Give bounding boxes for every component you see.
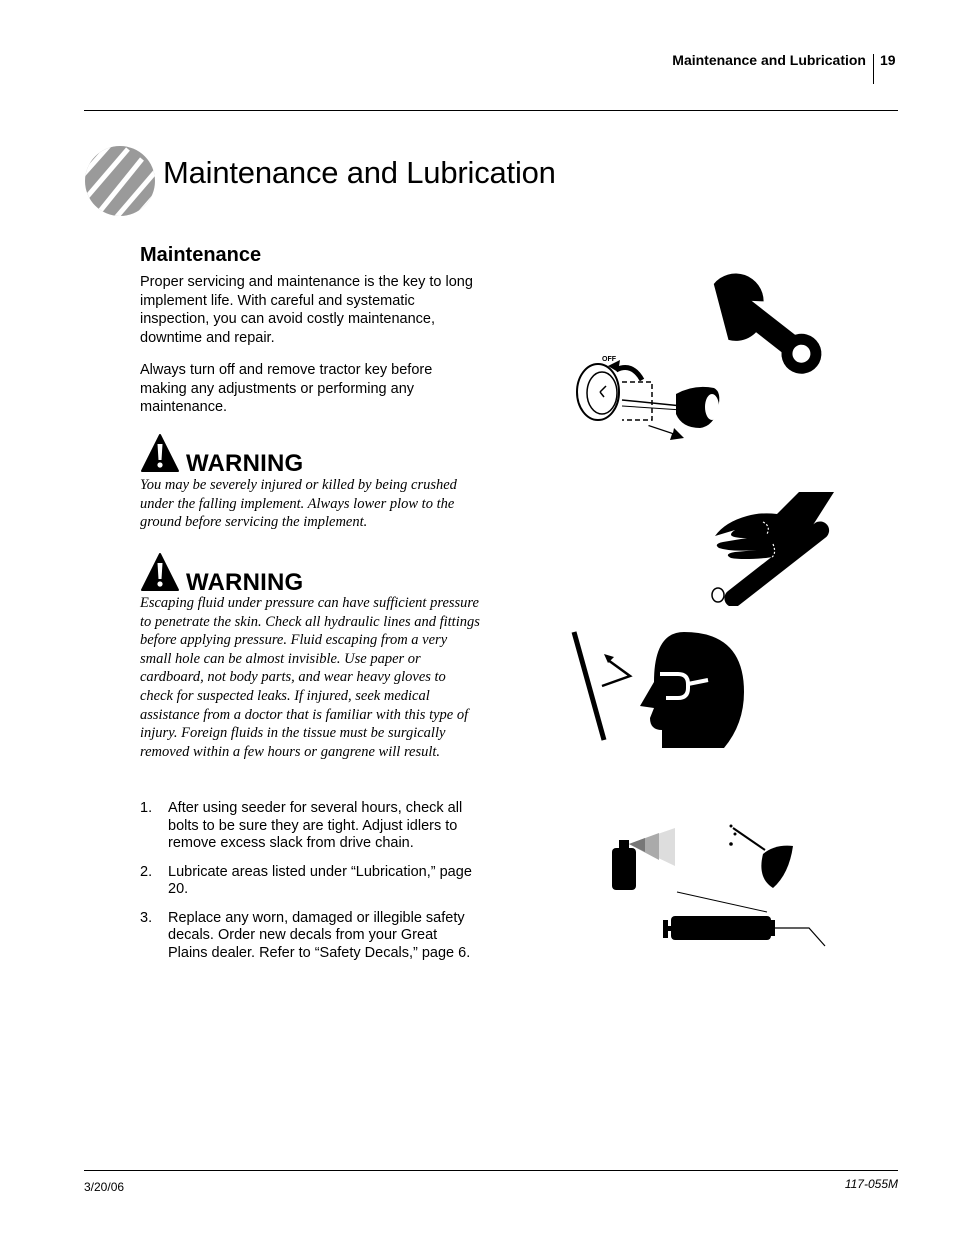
step-text: Lubricate areas listed under “Lubrication,” page 20.: [168, 863, 472, 897]
hand-leak-icon: [705, 488, 840, 606]
header-divider: [873, 54, 874, 84]
warning-triangle-icon: [140, 433, 180, 473]
paragraph-key-off: Always turn off and remove tractor key before making any adjustments or performing any maintenance.: [140, 362, 433, 415]
footer-document-code: 117-055M: [844, 1177, 898, 1191]
list-item: [140, 800, 480, 853]
warning-triangle-icon: [140, 552, 180, 592]
section-title: Maintenance: [140, 244, 262, 266]
paragraph-intro: Proper servicing and maintenance is the key to long implement life. With careful and systematic inspection, you can avoid costly maintenance, downtime and repair.: [140, 274, 473, 346]
warning-heading: WARNING: [186, 569, 304, 596]
footer-date: 3/20/06: [84, 1180, 125, 1194]
step-number: 2.: [140, 863, 153, 880]
lubrication-icon: [605, 820, 835, 950]
step-text: Replace any worn, damaged or illegible safety decals. Order new decals from your Great Plains dealer. Refer to “Safety Decals,” page 6.: [168, 909, 471, 961]
page-number: 19: [880, 52, 896, 68]
maintenance-steps-list: [140, 800, 480, 973]
step-number: 1.: [140, 800, 153, 816]
safety-glasses-icon: [568, 628, 748, 752]
running-header-title: Maintenance and Lubrication: [672, 52, 866, 68]
top-rule: [84, 110, 898, 111]
step-number: 3.: [140, 909, 153, 926]
warning-heading: WARNING: [186, 450, 304, 477]
warning-crush-text: You may be severely injured or killed by being crushed under the falling implement. Always lower plow to the ground before servicing the implement.: [140, 477, 457, 531]
warning-fluid-text: Escaping fluid under pressure can have sufficient pressure to penetrate the skin. Check all hydraulic lines and fittings before applying pressure. Fluid escaping from a very small hole can be almost invisible. Use paper or cardboard, not body parts, and wear heavy gloves to check for suspected leaks. If injured, seek medical assistance from a doctor that is familiar with this type of injury. Foreign fluids in the tissue must be surgically removed within a few hours or gangrene will result.: [140, 595, 480, 760]
striped-circle-logo-icon: [84, 145, 156, 217]
step-text: After using seeder for several hours, check all bolts to be sure they are tight. Adjust idlers to remove excess slack from drive chain.: [168, 800, 463, 851]
key-off-label: OFF: [602, 356, 616, 363]
bottom-rule: [84, 1170, 898, 1171]
list-item: [140, 864, 480, 899]
ignition-key-icon: [572, 352, 732, 447]
list-item: [140, 910, 480, 963]
chapter-title: Maintenance and Lubrication: [163, 155, 556, 190]
